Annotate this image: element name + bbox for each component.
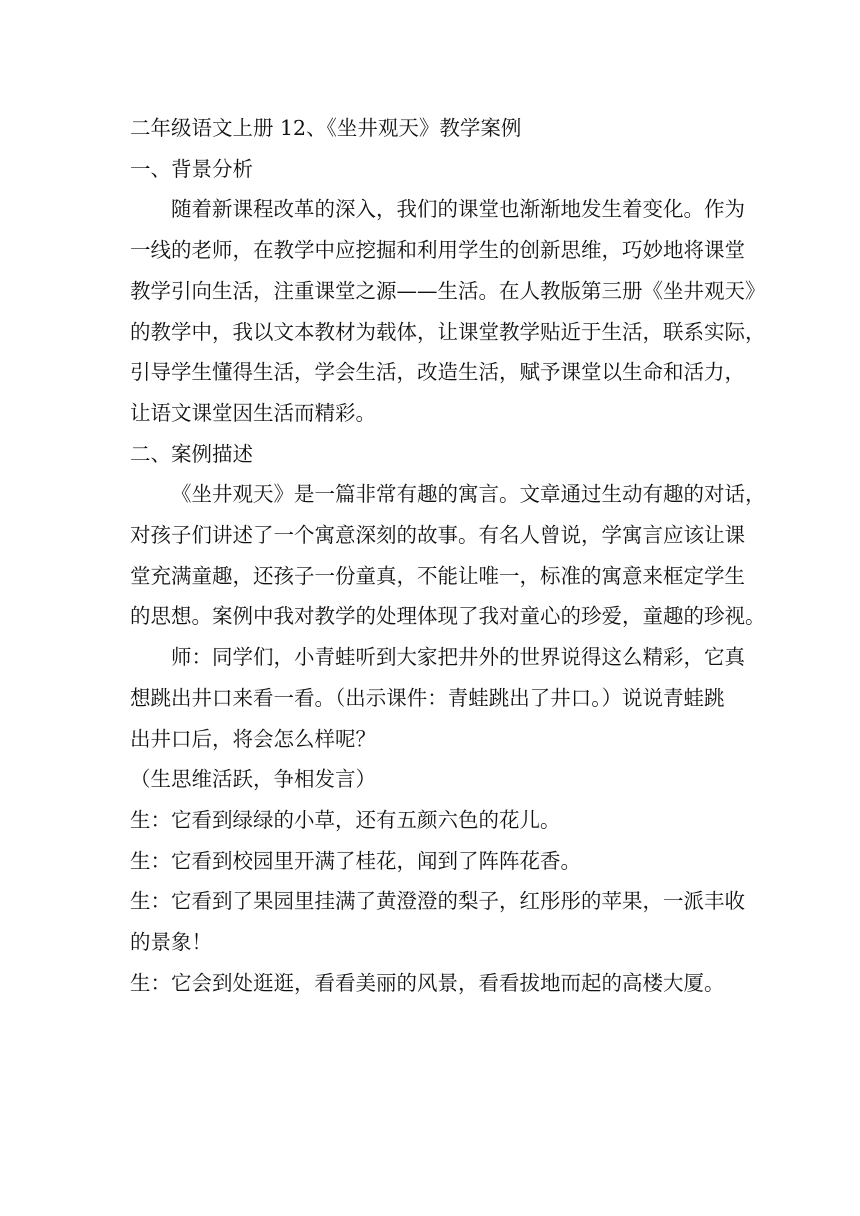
paragraph-line: 堂充满童趣，还孩子一份童真，不能让唯一，标准的寓意来框定学生	[130, 563, 745, 588]
paragraph-line: 的教学中，我以文本教材为载体，让课堂教学贴近于生活，联系实际，	[130, 319, 766, 344]
document-body	[130, 108, 766, 1003]
dialogue-line: 生：它会到处逛逛，看看美丽的风景，看看拔地而起的高楼大厦。	[130, 970, 725, 995]
stage-note: （生思维活跃，争相发言）	[130, 767, 376, 792]
dialogue-line: 生：它看到绿绿的小草，还有五颜六色的花儿。	[130, 807, 561, 832]
section-heading-background: 一、背景分析	[130, 156, 253, 181]
dialogue-line: 的景象！	[130, 930, 212, 955]
section-heading-case: 二、案例描述	[130, 441, 253, 466]
dialogue-line: 师：同学们，小青蛙听到大家把井外的世界说得这么精彩，它真	[171, 645, 745, 670]
dialogue-line: 生：它看到校园里开满了桂花，闻到了阵阵花香。	[130, 848, 581, 873]
dialogue-line: 生：它看到了果园里挂满了黄澄澄的梨子，红彤彤的苹果，一派丰收	[130, 889, 745, 914]
student-dialogue	[130, 800, 750, 1004]
paragraph-line: 随着新课程改革的深入，我们的课堂也渐渐地发生着变化。作为	[171, 197, 745, 222]
document-title: 二年级语文上册 12、《坐井观天》教学案例	[130, 116, 522, 140]
paragraph-line: 的思想。案例中我对教学的处理体现了我对童心的珍爱，童趣的珍视。	[130, 604, 766, 629]
dialogue-line: 出井口后，将会怎么样呢？	[130, 726, 376, 751]
paragraph-line: 引导学生懂得生活，学会生活，改造生活，赋予课堂以生命和活力，	[130, 360, 745, 385]
paragraph-line: 教学引向生活，注重课堂之源——生活。在人教版第三册《坐井观天》	[130, 278, 766, 303]
paragraph-background	[130, 189, 766, 433]
paragraph-line: 一线的老师，在教学中应挖掘和利用学生的创新思维，巧妙地将课堂	[130, 238, 745, 263]
paragraph-line: 对孩子们讲述了一个寓意深刻的故事。有名人曾说，学寓言应该让课	[130, 523, 745, 548]
paragraph-line: 让语文课堂因生活而精彩。	[130, 400, 376, 425]
paragraph-case-intro	[130, 474, 766, 637]
teacher-dialogue	[130, 637, 750, 759]
paragraph-line: 《坐井观天》是一篇非常有趣的寓言。文章通过生动有趣的对话，	[171, 482, 766, 507]
dialogue-line: 想跳出井口来看一看。（出示课件：青蛙跳出了井口。）说说青蛙跳	[130, 685, 725, 710]
